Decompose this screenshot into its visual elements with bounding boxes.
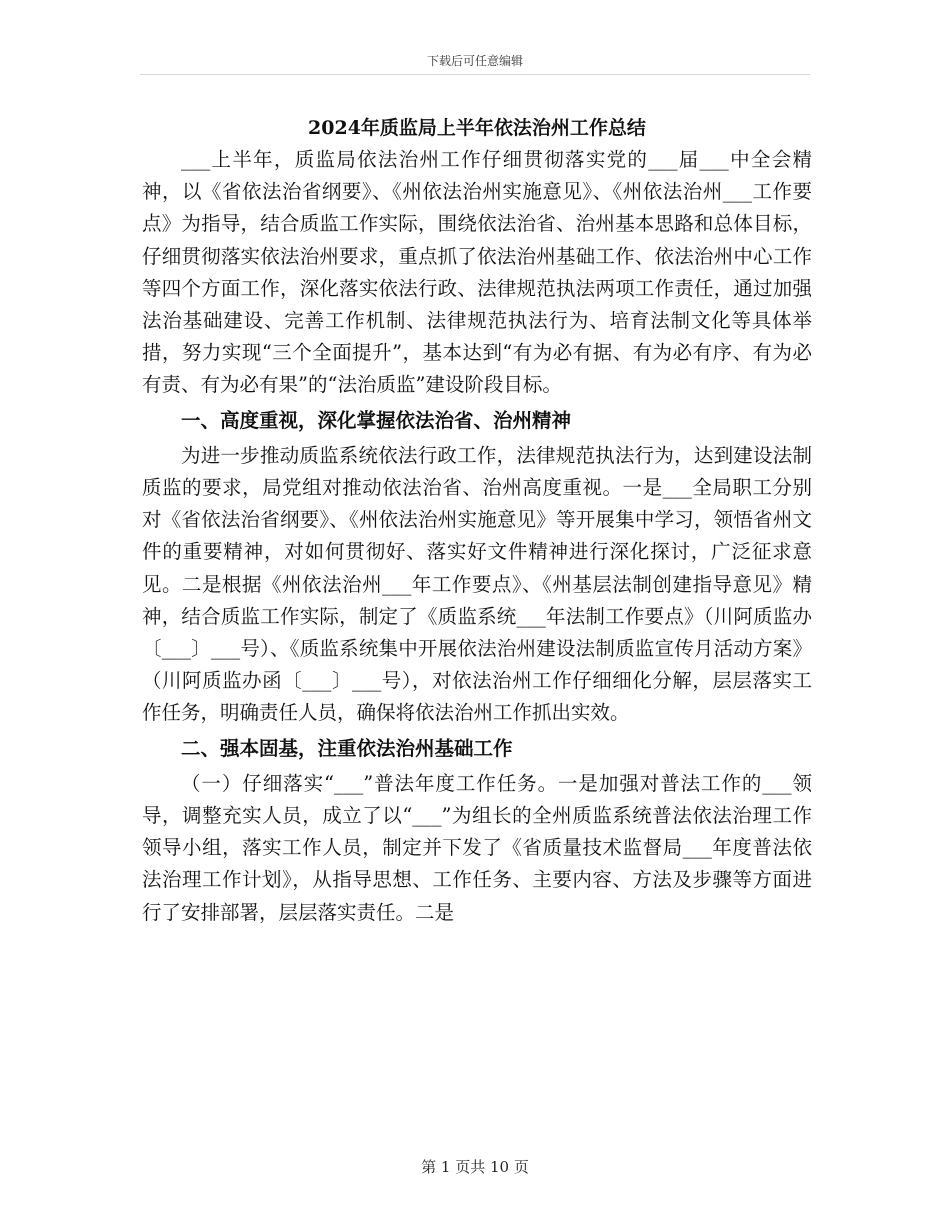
header-divider (140, 74, 810, 75)
document-body (142, 116, 812, 929)
section-2-paragraph: （一）仔细落实“___”普法年度工作任务。一是加强对普法工作的___领导，调整充实人员，成立了以“___”为组长的全州质监系统普法依法治理工作领导小组，落实工作人员，制定并下发了《省质量技术监督局___年度普法依法治理工作计划》，从指导思想、工作任务、主要内容、方法及步骤等方面进行了安排部署，层层落实责任。二是 (142, 771, 812, 924)
intro-paragraph: ___上半年，质监局依法治州工作仔细贯彻落实党的___届___中全会精神，以《省依法治省纲要》、《州依法治州实施意见》、《州依法治州___工作要点》为指导，结合质监工作实际，围绕依法治省、治州基本思路和总体目标，仔细贯彻落实依法治州要求，重点抓了依法治州基础工作、依法治州中心工作等四个方面工作，深化落实依法行政、法律规范执法两项工作责任，通过加强法治基础建设、完善工作机制、法律规范执法行为、培育法制文化等具体举措，努力实现“三个全面提升”，基本达到“有为必有据、有为必有序、有为必有责、有为必有果”的“法治质监”建设阶段目标。 (142, 148, 812, 397)
section-heading-2: 二、强本固基，注重依法治州基础工作 (181, 736, 513, 760)
document-title: 2024年质监局上半年依法治州工作总结 (308, 117, 646, 139)
section-1-paragraph: 为进一步推动质监系统依法行政工作，法律规范执法行为，达到建设法制质监的要求，局党组对推动依法治省、治州高度重视。一是___全局职工分别对《省依法治省纲要》、《州依法治州实施意见》等开展集中学习，领悟省州文件的重要精神，对如何贯彻好、落实好文件精神进行深化探讨，广泛征求意见。二是根据《州依法治州___年工作要点》、《州基层法制创建指导意见》精神，结合质监工作实际，制定了《质监系统___年法制工作要点》（川阿质监办〔___〕___号）、《质监系统集中开展依法治州建设法制质监宣传月活动方案》（川阿质监办函〔___〕___号），对依法治州工作仔细细化分解，层层落实工作任务，明确责任人员，确保将依法治州工作抓出实效。 (142, 443, 812, 725)
section-heading-1: 一、高度重视，深化掌握依法治省、治州精神 (181, 408, 572, 432)
page-header: 下载后可任意编辑 (426, 54, 523, 68)
page-footer: 第 1 页共 10 页 (421, 1158, 529, 1176)
